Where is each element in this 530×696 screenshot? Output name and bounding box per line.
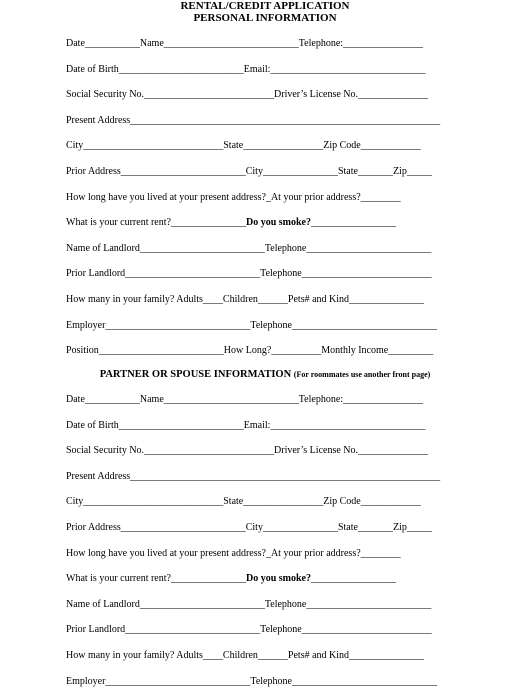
partner-field-line[interactable]: Date of Birth_________________________Email:_______________________________ [66,419,426,431]
partner-field-line[interactable]: Present Address______________________________________________________________ [66,470,441,482]
field-text: What is your current rent?_______________ [66,573,246,585]
personal-field-line[interactable] [66,216,396,229]
field-text: What is your current rent?_______________ [66,217,246,229]
personal-field-line[interactable]: Prior Landlord___________________________Telephone__________________________ [66,268,432,280]
personal-field-line[interactable]: Present Address______________________________________________________________ [66,114,441,126]
smoke-question: Do you smoke? [245,573,311,585]
personal-field-line[interactable]: City____________________________State________________Zip Code____________ [66,140,421,152]
partner-field-line[interactable]: Social Security No.__________________________Driver’s License No.______________ [66,445,428,457]
partner-field-line[interactable]: Employer_____________________________Telephone_____________________________ [66,675,437,687]
partner-field-line[interactable]: Name of Landlord_________________________Telephone_________________________ [66,598,432,610]
partner-field-line[interactable]: Prior Address_________________________City_______________State_______Zip_____ [66,522,432,533]
personal-field-line[interactable]: Social Security No.__________________________Driver’s License No.______________ [66,89,428,101]
personal-field-line[interactable]: How long have you lived at your present address?_At your prior address?________ [66,191,401,203]
personal-field-line[interactable]: Employer_____________________________Telephone_____________________________ [66,319,437,331]
smoke-question: Do you smoke? [245,217,311,229]
partner-heading-note: (For roommates use another front page) [293,370,431,379]
personal-field-line[interactable]: Prior Address_________________________City_______________State_______Zip_____ [66,166,432,177]
partner-field-line[interactable]: Date___________Name___________________________Telephone:________________ [66,394,424,405]
personal-field-line[interactable]: Name of Landlord_________________________Telephone_________________________ [66,242,432,254]
personal-field-line[interactable]: Position_________________________How Long?__________Monthly Income_________ [66,345,434,357]
partner-heading-title: PARTNER OR SPOUSE INFORMATION [99,369,292,380]
form-subtitle: PERSONAL INFORMATION [193,12,337,24]
personal-field-line[interactable]: How many in your family? Adults____Children______Pets# and Kind_______________ [66,294,425,305]
field-text: _________________ [310,573,396,585]
personal-field-line[interactable]: Date of Birth_________________________Email:_______________________________ [66,63,426,75]
partner-field-line[interactable]: City____________________________State________________Zip Code____________ [66,496,421,508]
partner-field-line[interactable]: Prior Landlord___________________________Telephone__________________________ [66,624,432,636]
personal-field-line[interactable]: Date___________Name___________________________Telephone:________________ [66,38,424,49]
partner-field-line[interactable]: How many in your family? Adults____Children______Pets# and Kind_______________ [66,650,425,661]
form-title: RENTAL/CREDIT APPLICATION [180,0,350,12]
field-text: _________________ [310,217,396,229]
partner-field-line[interactable] [66,572,396,585]
partner-field-line[interactable]: How long have you lived at your present address?_At your prior address?________ [66,547,401,559]
partner-heading [0,368,530,381]
